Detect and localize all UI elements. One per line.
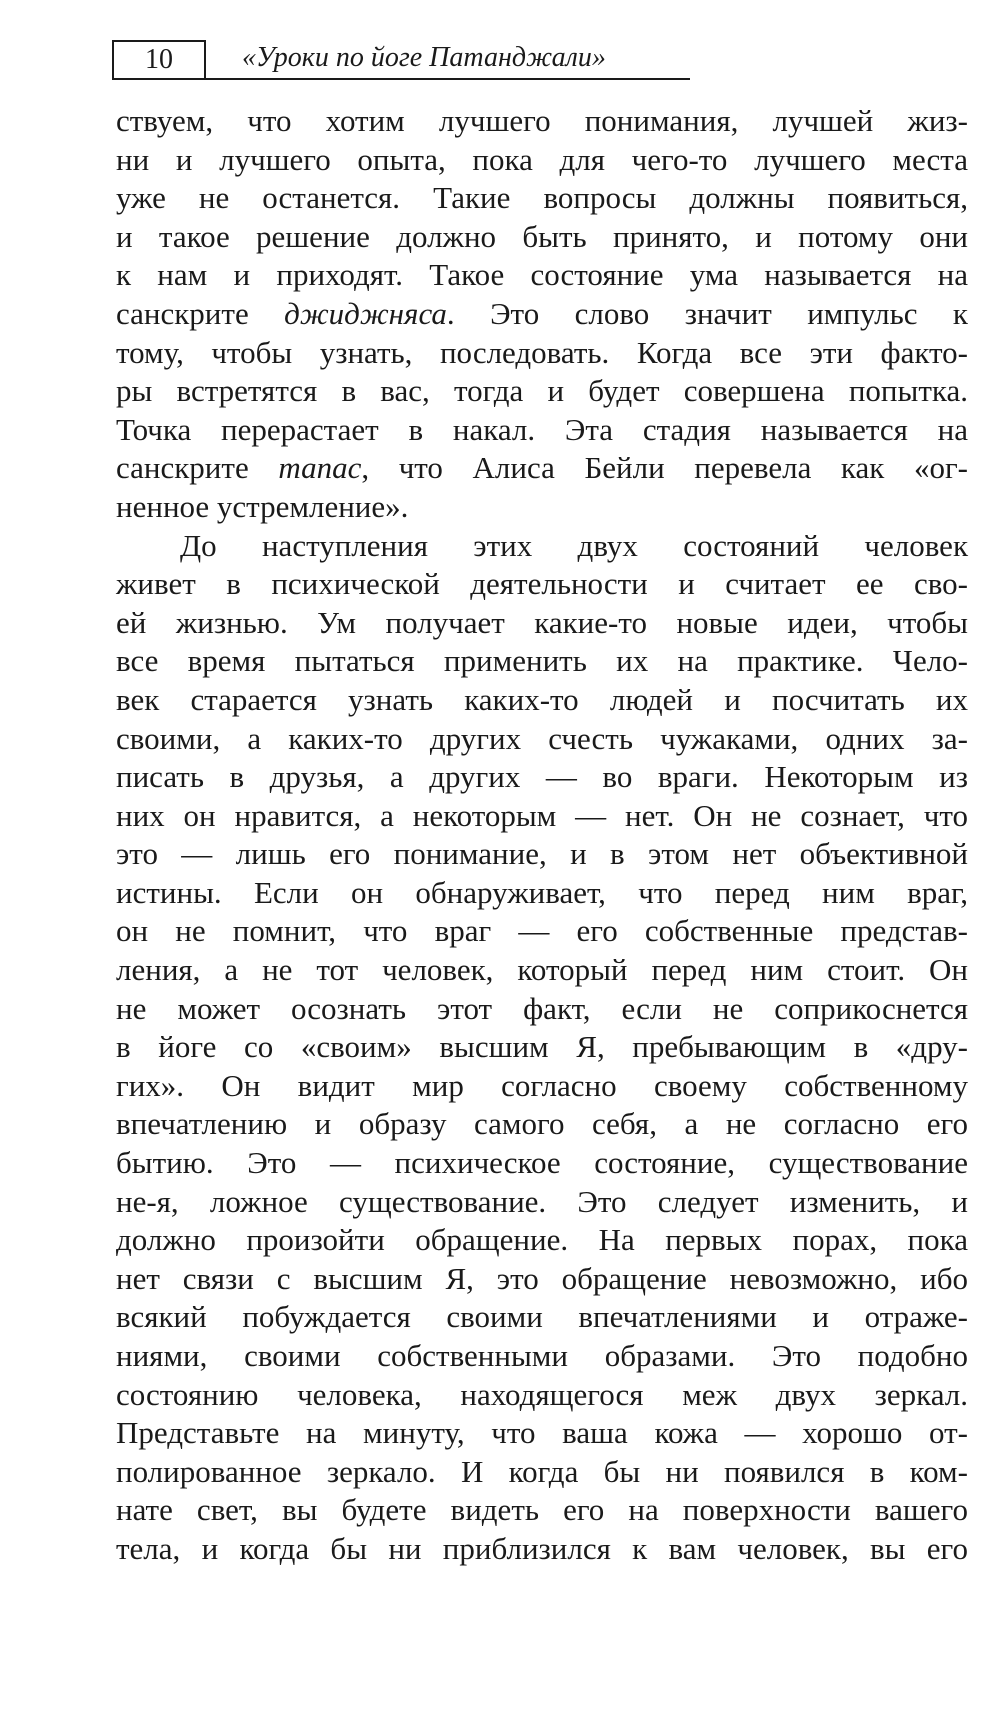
text-line: нет связи с высшим Я, это обращение невозможно, ибо <box>116 1260 968 1296</box>
text-line: впечатлению и образу самого себя, а не согласно его <box>116 1106 968 1142</box>
text-line: санскрите джиджняса. Это слово значит импульс к <box>116 295 968 331</box>
text-line: бытию. Это — психическое состояние, существование <box>116 1145 968 1181</box>
text-line: тела, и когда бы ни приблизился к вам человек, вы его <box>116 1530 968 1566</box>
text-line: состоянию человека, находящегося меж двух зеркал. <box>116 1376 968 1412</box>
text-line: гих». Он видит мир согласно своему собственному <box>116 1067 968 1103</box>
text-line: это — лишь его понимание, и в этом нет объективной <box>116 836 968 872</box>
page-number: 10 <box>112 40 206 80</box>
text-line: нате свет, вы будете видеть его на поверхности вашего <box>116 1492 968 1528</box>
text-line: своими, а каких-то других счесть чужаками, одних за- <box>116 720 968 756</box>
text-line: До наступления этих двух состояний человек <box>180 527 968 563</box>
header-rule <box>206 78 690 80</box>
text-line: санскрите тапас, что Алиса Бейли перевела как «ог- <box>116 450 968 486</box>
text-line: ни и лучшего опыта, пока для чего-то лучшего места <box>116 141 968 177</box>
text-line: них он нравится, а некоторым — нет. Он не сознает, что <box>116 797 968 833</box>
text-line: ниями, своими собственными образами. Это подобно <box>116 1338 968 1373</box>
body-text <box>116 102 968 1569</box>
text-line: должно произойти обращение. На первых порах, пока <box>116 1222 968 1258</box>
text-line: ления, а не тот человек, который перед ним стоит. Он <box>116 952 968 988</box>
text-line: не-я, ложное существование. Это следует изменить, и <box>116 1183 968 1219</box>
page-header <box>112 40 692 88</box>
text-line: писать в друзья, а других — во враги. Некоторым из <box>116 759 968 795</box>
text-line: тому, чтобы узнать, последовать. Когда все эти факто- <box>116 334 968 370</box>
text-line: к нам и приходят. Такое состояние ума называется на <box>116 257 968 293</box>
text-line: живет в психической деятельности и считает ее сво- <box>116 566 968 602</box>
text-line: в йоге со «своим» высшим Я, пребывающим в «дру- <box>116 1029 968 1065</box>
text-line: Точка перерастает в накал. Эта стадия называется на <box>116 411 968 447</box>
text-line: полированное зеркало. И когда бы ни появился в ком- <box>116 1453 968 1489</box>
text-line: ры встретятся в вас, тогда и будет совершена попытка. <box>116 373 968 409</box>
text-line: и такое решение должно быть принято, и потому они <box>116 218 968 254</box>
running-title: «Уроки по йоге Патанджали» <box>242 42 606 73</box>
text-line: не может осознать этот факт, если не соприкоснется <box>116 990 968 1026</box>
text-line: все время пытаться применить их на практике. Чело- <box>116 643 968 679</box>
text-line: Представьте на минуту, что ваша кожа — хорошо от- <box>116 1415 968 1451</box>
text-line: истины. Если он обнаруживает, что перед ним враг, <box>116 874 968 910</box>
text-line: уже не останется. Такие вопросы должны появиться, <box>116 180 968 216</box>
text-line: ненное устремление». <box>116 488 409 524</box>
text-line: ей жизнью. Ум получает какие-то новые идеи, чтобы <box>116 604 968 640</box>
text-line: он не помнит, что враг — его собственные представ- <box>116 913 968 949</box>
text-line: всякий побуждается своими впечатлениями и отраже- <box>116 1299 968 1335</box>
text-line: ствуем, что хотим лучшего понимания, лучшей жиз- <box>116 103 968 138</box>
text-line: век старается узнать каких-то людей и посчитать их <box>116 681 968 717</box>
